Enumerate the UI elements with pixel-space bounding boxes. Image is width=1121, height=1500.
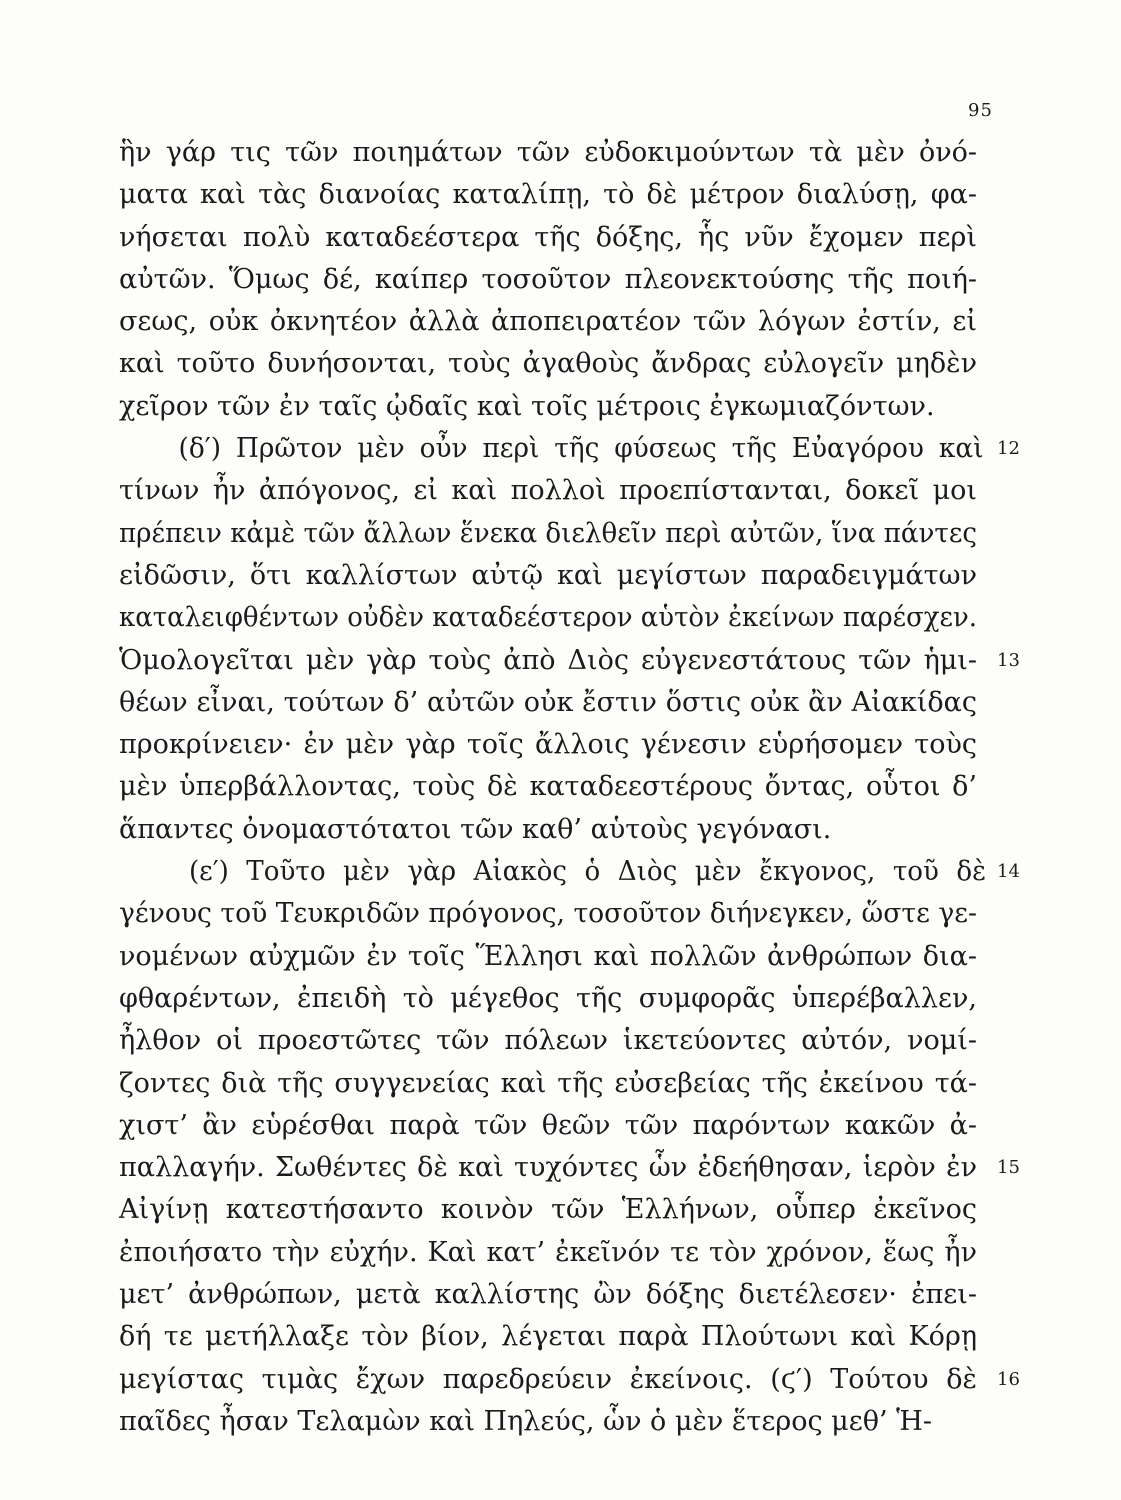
line-text: ἦλθον οἱ προεστῶτες τῶν πόλεων ἱκετεύοντες αὐτόν, νομί-: [119, 1025, 977, 1057]
page-number: 95: [968, 100, 993, 121]
line-text: μεγίστας τιμὰς ἔχων παρεδρεύειν ἐκείνοις. (ϛ′) Τούτου δὲ: [119, 1363, 977, 1395]
line-text: καὶ τοῦτο δυνήσονται, τοὺς ἀγαθοὺς ἄνδρας εὐλογεῖν μηδὲν: [119, 348, 977, 380]
text-line: [119, 343, 989, 385]
text-line: [119, 936, 989, 978]
text-line: [119, 1020, 989, 1062]
text-line: [119, 217, 989, 259]
line-text: μὲν ὑπερβάλλοντας, τοὺς δὲ καταδεεστέρους ὄντας, οὗτοι δ’: [119, 771, 977, 803]
text-line: [119, 428, 1020, 470]
line-text: ἅπαντες ὀνομαστότατοι τῶν καθ’ αὑτοὺς γεγόνασι.: [119, 813, 832, 845]
text-line: [119, 1105, 989, 1147]
line-text: τίνων ἦν ἀπόγονος, εἰ καὶ πολλοὶ προεπίστανται, δοκεῖ μοι: [119, 475, 977, 507]
text-line: [119, 1232, 989, 1274]
text-line: [119, 174, 989, 216]
section-number: 13: [997, 649, 1020, 671]
line-text: χιστ’ ἂν εὑρέσθαι παρὰ τῶν θεῶν τῶν παρόντων κακῶν ἀ-: [119, 1109, 977, 1141]
text-line: [119, 513, 989, 555]
section-number: 15: [997, 1157, 1020, 1179]
line-text: Ὁμολογεῖται μὲν γὰρ τοὺς ἀπὸ Διὸς εὐγενεστάτους τῶν ἡμι-: [119, 644, 977, 676]
line-text: (δ′) Πρῶτον μὲν οὖν περὶ τῆς φύσεως τῆς Εὐαγόρου καὶ: [119, 433, 984, 465]
text-line: [119, 1274, 989, 1316]
text-line: [119, 978, 989, 1020]
text-line: [119, 851, 1020, 893]
text-line: [119, 470, 989, 512]
line-text: (ε′) Τοῦτο μὲν γὰρ Αἰακὸς ὁ Διὸς μὲν ἔκγονος, τοῦ δὲ: [119, 856, 987, 888]
line-text: ἣν γάρ τις τῶν ποιημάτων τῶν εὐδοκιμούντων τὰ μὲν ὀνό-: [119, 137, 977, 168]
section-number: 14: [997, 861, 1020, 883]
section-number: 16: [997, 1368, 1020, 1390]
text-line: [119, 724, 989, 766]
text-line: [119, 809, 989, 851]
line-text: δή τε μετήλλαξε τὸν βίον, λέγεται παρὰ Πλούτωνι καὶ Κόρῃ: [119, 1321, 977, 1353]
line-text: πρέπειν κἀμὲ τῶν ἄλλων ἕνεκα διελθεῖν περὶ αὐτῶν, ἵνα πάντες: [119, 517, 977, 549]
text-line: [119, 1147, 1020, 1189]
section-number: 12: [997, 438, 1020, 460]
line-text: εἰδῶσιν, ὅτι καλλίστων αὐτῷ καὶ μεγίστων παραδειγμάτων: [119, 559, 977, 591]
line-text: παλλαγήν. Σωθέντες δὲ καὶ τυχόντες ὧν ἐδεήθησαν, ἱερὸν ἐν: [119, 1152, 977, 1184]
line-text: μετ’ ἀνθρώπων, μετὰ καλλίστης ὢν δόξης διετέλεσεν· ἐπει-: [119, 1279, 977, 1311]
line-text: Αἰγίνῃ κατεστήσαντο κοινὸν τῶν Ἑλλήνων, οὗπερ ἐκεῖνος: [119, 1194, 977, 1226]
text-line: [119, 1189, 989, 1231]
line-text: γένους τοῦ Τευκριδῶν πρόγονος, τοσοῦτον διήνεγκεν, ὥστε γε-: [119, 898, 977, 930]
line-text: ματα καὶ τὰς διανοίας καταλίπῃ, τὸ δὲ μέτρον διαλύσῃ, φα-: [119, 179, 977, 211]
line-text: σεως, οὐκ ὀκνητέον ἀλλὰ ἀποπειρατέον τῶν λόγων ἐστίν, εἰ: [119, 306, 977, 338]
main-text: [119, 132, 1020, 1443]
text-line: [119, 1359, 1020, 1401]
line-text: χεῖρον τῶν ἐν ταῖς ᾠδαῖς καὶ τοῖς μέτροις ἐγκωμιαζόντων.: [119, 390, 935, 422]
text-line: [119, 766, 989, 808]
text-line: [119, 682, 989, 724]
text-line: [119, 301, 989, 343]
text-line: [119, 640, 1020, 682]
text-line: [119, 597, 989, 639]
text-line: [119, 1316, 989, 1358]
text-line: [119, 1401, 989, 1443]
line-text: προκρίνειεν· ἐν μὲν γὰρ τοῖς ἄλλοις γένεσιν εὑρήσομεν τοὺς: [119, 729, 977, 761]
line-text: ἐποιήσατο τὴν εὐχήν. Καὶ κατ’ ἐκεῖνόν τε τὸν χρόνον, ἕως ἦν: [119, 1236, 977, 1268]
line-text: ζοντες διὰ τῆς συγγενείας καὶ τῆς εὐσεβείας τῆς ἐκείνου τά-: [119, 1067, 977, 1099]
text-line: [119, 386, 989, 428]
line-text: θέων εἶναι, τούτων δ’ αὐτῶν οὐκ ἔστιν ὅστις οὐκ ἂν Αἰακίδας: [119, 686, 977, 718]
text-line: [119, 1063, 989, 1105]
text-line: [119, 893, 989, 935]
text-line: [119, 132, 989, 174]
line-text: αὐτῶν. Ὅμως δέ, καίπερ τοσοῦτον πλεονεκτούσης τῆς ποιή-: [119, 263, 977, 295]
line-text: νήσεται πολὺ καταδεέστερα τῆς δόξης, ἧς νῦν ἔχομεν περὶ: [119, 221, 977, 253]
text-line: [119, 259, 989, 301]
line-text: φθαρέντων, ἐπειδὴ τὸ μέγεθος τῆς συμφορᾶς ὑπερέβαλλεν,: [119, 982, 977, 1014]
line-text: καταλειφθέντων οὐδὲν καταδεέστερον αὑτὸν ἐκείνων παρέσχεν.: [119, 602, 977, 634]
line-text: παῖδες ἦσαν Τελαμὼν καὶ Πηλεύς, ὧν ὁ μὲν ἕτερος μεθ’ Ἡ-: [119, 1405, 933, 1437]
text-line: [119, 555, 989, 597]
line-text: νομένων αὐχμῶν ἐν τοῖς Ἕλλησι καὶ πολλῶν ἀνθρώπων δια-: [119, 940, 977, 972]
